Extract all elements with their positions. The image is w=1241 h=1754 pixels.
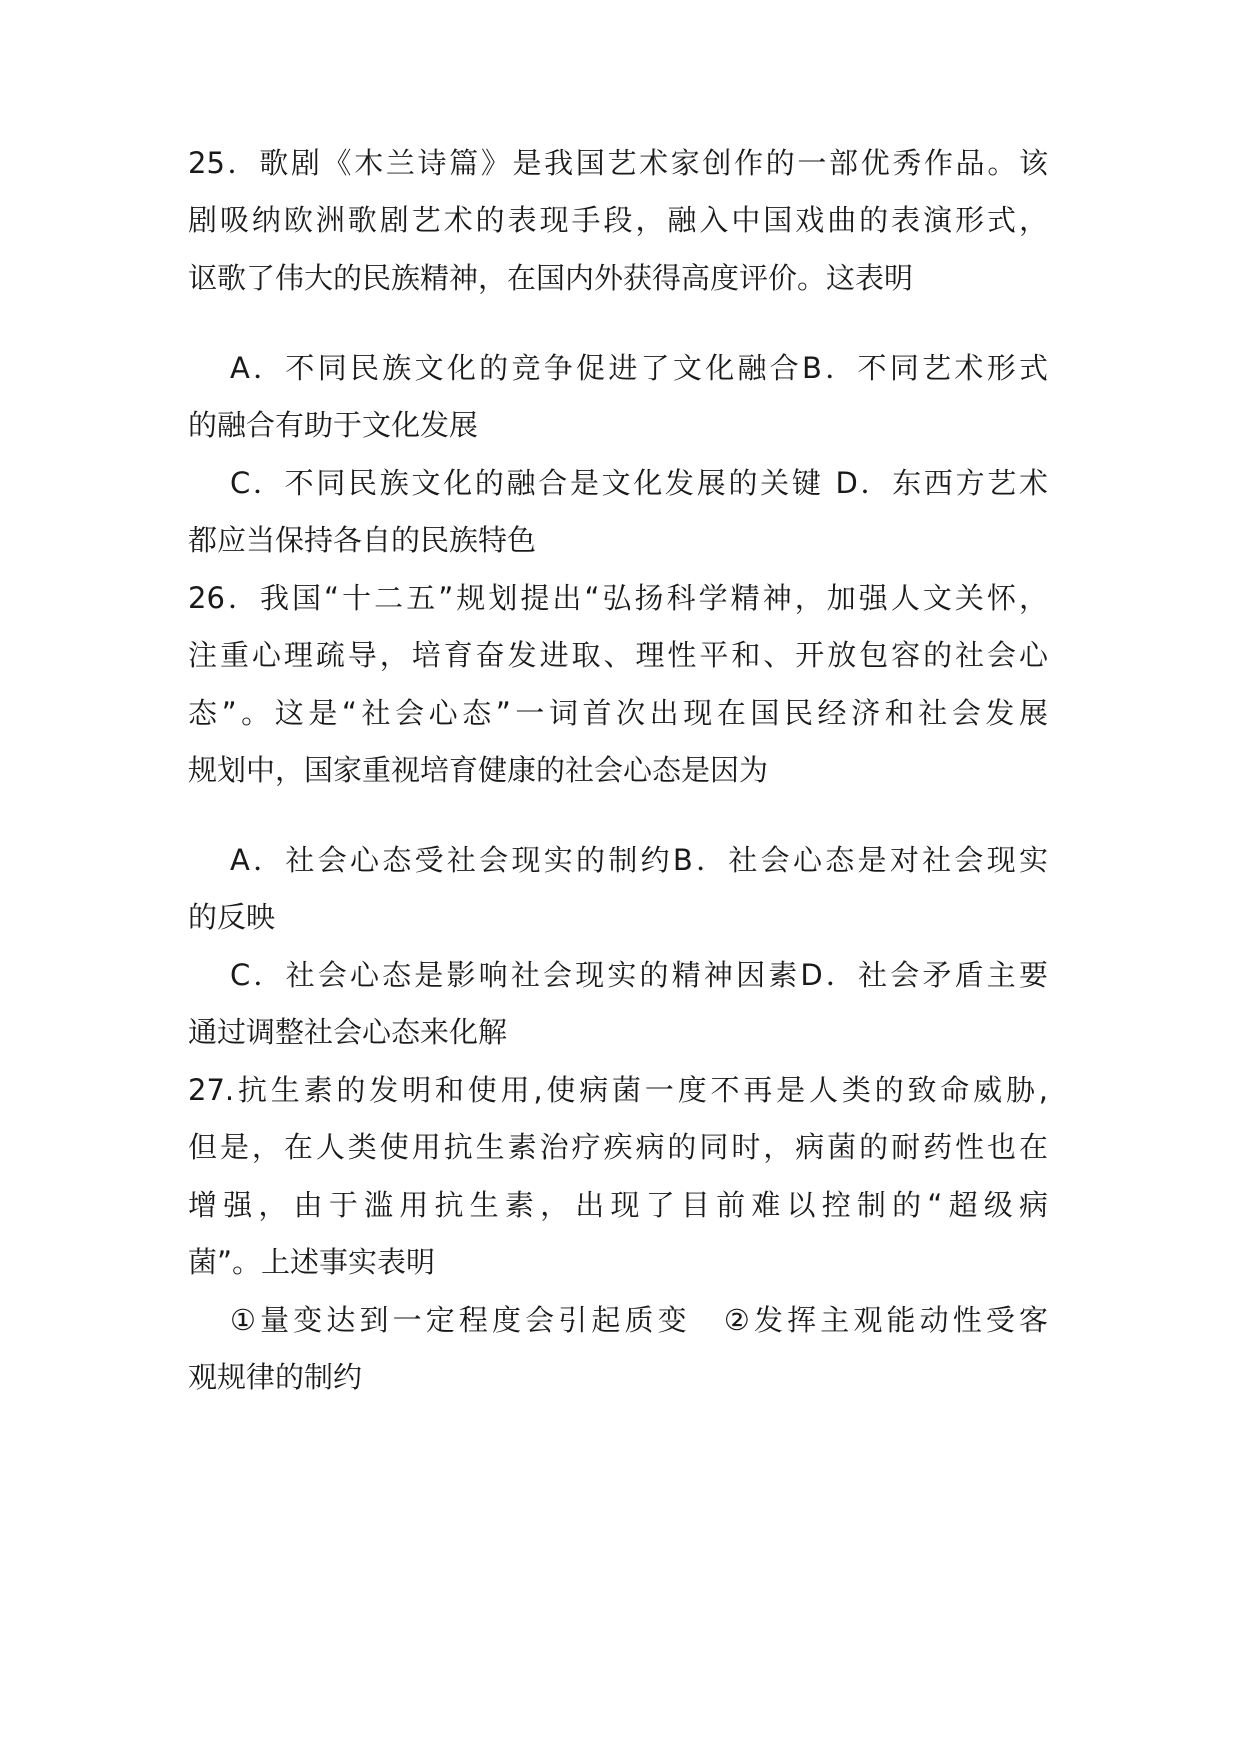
question-27-stem-line-1: 27.抗生素的发明和使用,使病菌一度不再是人类的致命威胁,: [188, 1073, 1048, 1107]
question-26-stem-line-1: 26．我国“十二五”规划提出“弘扬科学精神，加强人文关怀，: [188, 581, 1048, 615]
question-26-options-line-1: A．社会心态受社会现实的制约B．社会心态是对社会现实: [230, 843, 1048, 877]
question-25-stem-line-3: 讴歌了伟大的民族精神，在国内外获得高度评价。这表明: [188, 261, 914, 295]
question-25-options-line-4: 都应当保持各自的民族特色: [188, 523, 537, 557]
question-26-options-line-2: 的反映: [188, 900, 276, 934]
question-25-options-line-2: 的融合有助于文化发展: [188, 408, 479, 442]
question-26-options-line-4: 通过调整社会心态来化解: [188, 1015, 508, 1049]
question-27-stem-line-4: 菌”。上述事实表明: [188, 1245, 436, 1279]
question-27-options-line-1: ①量变达到一定程度会引起质变 ②发挥主观能动性受客: [230, 1303, 1048, 1337]
question-27-stem-line-3: 增强，由于滥用抗生素，出现了目前难以控制的“超级病: [188, 1188, 1048, 1222]
question-25-stem-line-2: 剧吸纳欧洲歌剧艺术的表现手段，融入中国戏曲的表演形式，: [188, 203, 1048, 237]
question-26-stem-line-4: 规划中，国家重视培育健康的社会心态是因为: [188, 753, 769, 787]
question-25-stem-line-1: 25．歌剧《木兰诗篇》是我国艺术家创作的一部优秀作品。该: [188, 146, 1048, 180]
question-26-options-line-3: C．社会心态是影响社会现实的精神因素D．社会矛盾主要: [230, 958, 1048, 992]
question-26-stem-line-2: 注重心理疏导，培育奋发进取、理性平和、开放包容的社会心: [188, 638, 1048, 672]
question-25-options-line-1: A．不同民族文化的竞争促进了文化融合B．不同艺术形式: [230, 351, 1048, 385]
question-25-options-line-3: C．不同民族文化的融合是文化发展的关键 D．东西方艺术: [230, 466, 1048, 500]
question-27-stem-line-2: 但是，在人类使用抗生素治疗疾病的同时，病菌的耐药性也在: [188, 1130, 1048, 1164]
question-27-options-line-2: 观规律的制约: [188, 1360, 363, 1394]
question-26-stem-line-3: 态”。这是“社会心态”一词首次出现在国民经济和社会发展: [188, 696, 1048, 730]
